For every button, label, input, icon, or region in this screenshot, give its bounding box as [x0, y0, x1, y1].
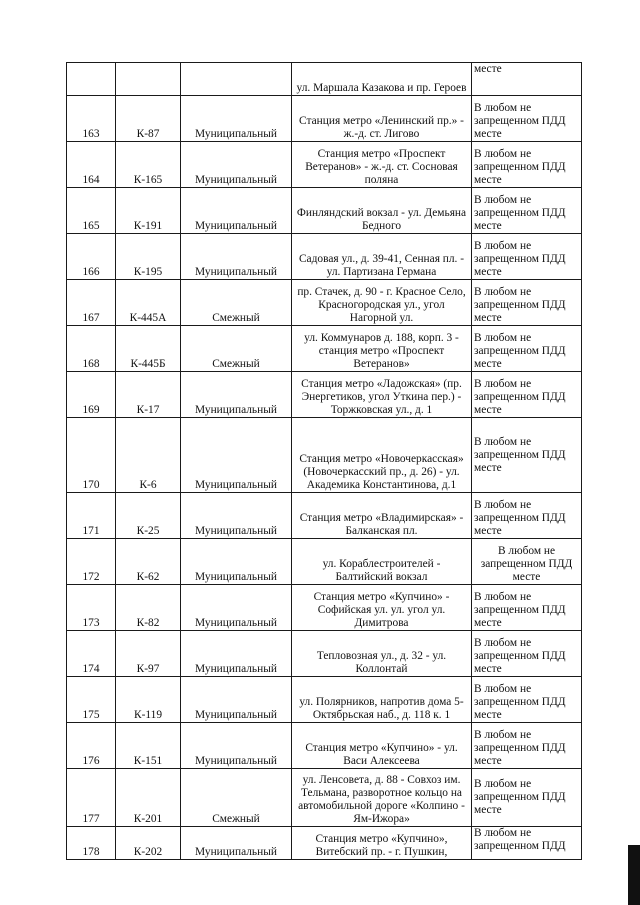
row-number: 173 [67, 585, 116, 631]
route-code: К-445А [116, 280, 181, 326]
route-type: Муниципальный [181, 723, 292, 769]
route-description: Станция метро «Купчино», Витебский пр. - г. Пушкин, [292, 827, 472, 860]
stop-place: В любом не запрещенном ПДД месте [472, 326, 582, 372]
route-type: Муниципальный [181, 188, 292, 234]
route-type: Муниципальный [181, 96, 292, 142]
route-code: К-87 [116, 96, 181, 142]
route-code: К-62 [116, 539, 181, 585]
route-description: ул. Маршала Казакова и пр. Героев [292, 63, 472, 96]
table-row [67, 493, 582, 539]
route-description: Финляндский вокзал - ул. Демьяна Бедного [292, 188, 472, 234]
route-description: Станция метро «Купчино» - ул. Васи Алексеева [292, 723, 472, 769]
table-row [67, 63, 582, 96]
route-type: Муниципальный [181, 585, 292, 631]
route-description: ул. Коммунаров д. 188, корп. 3 - станция метро «Проспект Ветеранов» [292, 326, 472, 372]
route-description: Станция метро «Ленинский пр.» - ж.-д. ст. Лигово [292, 96, 472, 142]
table-row [67, 539, 582, 585]
stop-place: В любом не запрещенном ПДД месте [472, 723, 582, 769]
stop-place: В любом не запрещенном ПДД [472, 827, 582, 860]
route-code: К-195 [116, 234, 181, 280]
route-description: Станция метро «Проспект Ветеранов» - ж.-д. ст. Сосновая поляна [292, 142, 472, 188]
route-description: пр. Стачек, д. 90 - г. Красное Село, Красногородская ул., угол Нагорной ул. [292, 280, 472, 326]
row-number: 165 [67, 188, 116, 234]
table-row [67, 769, 582, 827]
route-description: Станция метро «Ладожская» (пр. Энергетиков, угол Уткина пер.) - Торжковская ул., д. 1 [292, 372, 472, 418]
row-number: 176 [67, 723, 116, 769]
route-type: Муниципальный [181, 418, 292, 493]
route-code: К-151 [116, 723, 181, 769]
stop-place: В любом не запрещенном ПДД месте [472, 234, 582, 280]
row-number: 170 [67, 418, 116, 493]
row-number: 172 [67, 539, 116, 585]
table-row [67, 188, 582, 234]
route-type: Муниципальный [181, 827, 292, 860]
route-description: Станция метро «Владимирская» - Балканская пл. [292, 493, 472, 539]
row-number: 174 [67, 631, 116, 677]
route-description: Садовая ул., д. 39-41, Сенная пл. - ул. Партизана Германа [292, 234, 472, 280]
stop-place: В любом не запрещенном ПДД месте [472, 677, 582, 723]
route-type: Муниципальный [181, 493, 292, 539]
route-type: Муниципальный [181, 539, 292, 585]
route-type: Муниципальный [181, 142, 292, 188]
stop-place: В любом не запрещенном ПДД месте [472, 539, 582, 585]
stop-place: В любом не запрещенном ПДД месте [472, 142, 582, 188]
row-number: 163 [67, 96, 116, 142]
stop-place: В любом не запрещенном ПДД месте [472, 96, 582, 142]
scan-edge-mark [628, 845, 640, 905]
stop-place: В любом не запрещенном ПДД месте [472, 585, 582, 631]
route-code: К-119 [116, 677, 181, 723]
route-code: К-165 [116, 142, 181, 188]
stop-place: В любом не запрещенном ПДД месте [472, 188, 582, 234]
stop-place: В любом не запрещенном ПДД месте [472, 631, 582, 677]
route-type: Муниципальный [181, 631, 292, 677]
route-type: Муниципальный [181, 234, 292, 280]
row-number: 168 [67, 326, 116, 372]
route-code: К-201 [116, 769, 181, 827]
route-code: К-17 [116, 372, 181, 418]
stop-place: В любом не запрещенном ПДД месте [472, 493, 582, 539]
stop-place: В любом не запрещенном ПДД месте [472, 769, 582, 827]
table-row [67, 234, 582, 280]
route-description: Станция метро «Новочеркасская» (Новочеркасский пр., д. 26) - ул. Академика Константинова, д.1 [292, 418, 472, 493]
row-number: 178 [67, 827, 116, 860]
route-type: Муниципальный [181, 677, 292, 723]
row-number: 167 [67, 280, 116, 326]
routes-table [66, 62, 582, 860]
table-row [67, 142, 582, 188]
route-type [181, 63, 292, 96]
route-description: Тепловозная ул., д. 32 - ул. Коллонтай [292, 631, 472, 677]
route-description: ул. Полярников, напротив дома 5- Октябрьская наб., д. 118 к. 1 [292, 677, 472, 723]
stop-place: В любом не запрещенном ПДД месте [472, 280, 582, 326]
route-code: К-6 [116, 418, 181, 493]
table-row [67, 585, 582, 631]
table-row [67, 418, 582, 493]
stop-place: В любом не запрещенном ПДД месте [472, 418, 582, 493]
table-row [67, 326, 582, 372]
table-row [67, 677, 582, 723]
table-row [67, 280, 582, 326]
route-type: Смежный [181, 769, 292, 827]
route-code: К-191 [116, 188, 181, 234]
route-description: ул. Ленсовета, д. 88 - Совхоз им. Тельмана, разворотное кольцо на автомобильной дороге «Колпино - Ям-Ижора» [292, 769, 472, 827]
row-number: 169 [67, 372, 116, 418]
table-row [67, 96, 582, 142]
table-row [67, 723, 582, 769]
row-number: 164 [67, 142, 116, 188]
row-number: 166 [67, 234, 116, 280]
route-type: Муниципальный [181, 372, 292, 418]
route-code [116, 63, 181, 96]
route-code: К-445Б [116, 326, 181, 372]
stop-place: месте [472, 63, 582, 96]
route-description: ул. Кораблестроителей - Балтийский вокзал [292, 539, 472, 585]
route-code: К-97 [116, 631, 181, 677]
table-row [67, 827, 582, 860]
route-type: Смежный [181, 280, 292, 326]
row-number: 171 [67, 493, 116, 539]
route-description: Станция метро «Купчино» - Софийская ул. ул. угол ул. Димитрова [292, 585, 472, 631]
table-row [67, 631, 582, 677]
row-number [67, 63, 116, 96]
row-number: 177 [67, 769, 116, 827]
route-code: К-202 [116, 827, 181, 860]
route-code: К-25 [116, 493, 181, 539]
stop-place: В любом не запрещенном ПДД месте [472, 372, 582, 418]
table-row [67, 372, 582, 418]
row-number: 175 [67, 677, 116, 723]
route-type: Смежный [181, 326, 292, 372]
route-code: К-82 [116, 585, 181, 631]
